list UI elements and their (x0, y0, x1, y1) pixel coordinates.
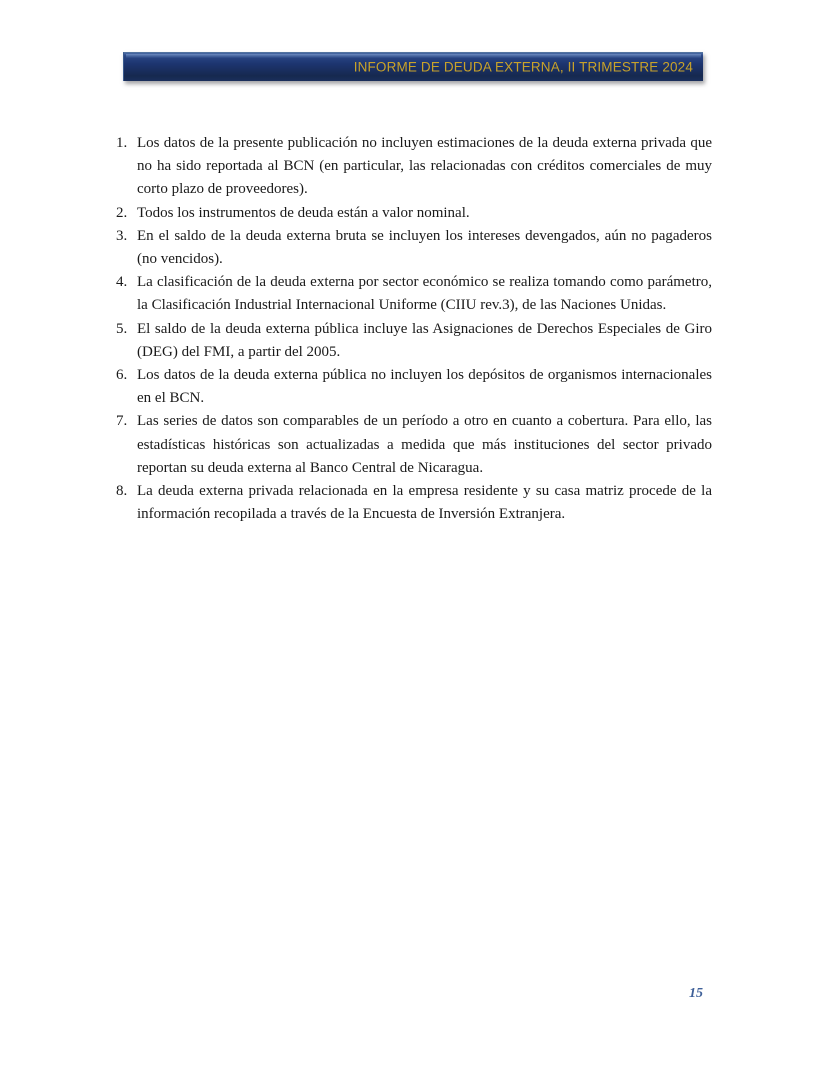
note-number: 1. (116, 135, 128, 151)
note-text: Los datos de la deuda externa pública no incluyen los depósitos de organismos internacionales en el BCN. (137, 367, 712, 407)
notes-list (116, 132, 712, 526)
note-text: Los datos de la presente publicación no incluyen estimaciones de la deuda externa privada que no ha sido reportada al BCN (en particular, las relacionadas con créditos comerciales de muy corto plazo de proveedores). (137, 135, 712, 198)
note-text: Las series de datos son comparables de un período a otro en cuanto a cobertura. Para ello, las estadísticas históricas son actualizadas a medida que más instituciones del sector privado reportan su deuda externa al Banco Central de Nicaragua. (137, 413, 712, 476)
note-item (116, 318, 712, 364)
note-item (116, 225, 712, 271)
note-text: Todos los instrumentos de deuda están a valor nominal. (137, 204, 470, 221)
note-number: 5. (116, 320, 128, 337)
note-number: 6. (116, 367, 128, 384)
header-banner-background (123, 52, 703, 81)
note-number: 8. (116, 483, 128, 500)
note-text: En el saldo de la deuda externa bruta se incluyen los intereses devengados, aún no pagaderos (no vencidos). (137, 227, 712, 268)
report-title: INFORME DE DEUDA EXTERNA, II TRIMESTRE 2024 (353, 59, 693, 75)
note-item (116, 410, 712, 480)
note-text: La deuda externa privada relacionada en la empresa residente y su casa matriz procede de la información recopilada a través de la Encuesta de Inversión Extranjera. (137, 483, 712, 523)
header-banner (123, 52, 703, 81)
note-number: 2. (116, 204, 128, 221)
note-item (116, 364, 712, 410)
note-text: La clasificación de la deuda externa por sector económico se realiza tomando como parámetro, la Clasificación Industrial Internacional Uniforme (CIIU rev.3), de las Naciones Unidas. (137, 274, 712, 314)
note-item (116, 202, 712, 225)
note-number: 3. (116, 227, 128, 244)
note-text: El saldo de la deuda externa pública incluye las Asignaciones de Derechos Especiales de Giro (DEG) del FMI, a partir del 2005. (137, 320, 712, 360)
note-item (116, 480, 712, 526)
note-number: 7. (116, 413, 128, 430)
note-number: 4. (116, 274, 128, 291)
page-number: 15 (689, 986, 703, 1001)
note-item (116, 132, 712, 202)
note-item (116, 271, 712, 317)
